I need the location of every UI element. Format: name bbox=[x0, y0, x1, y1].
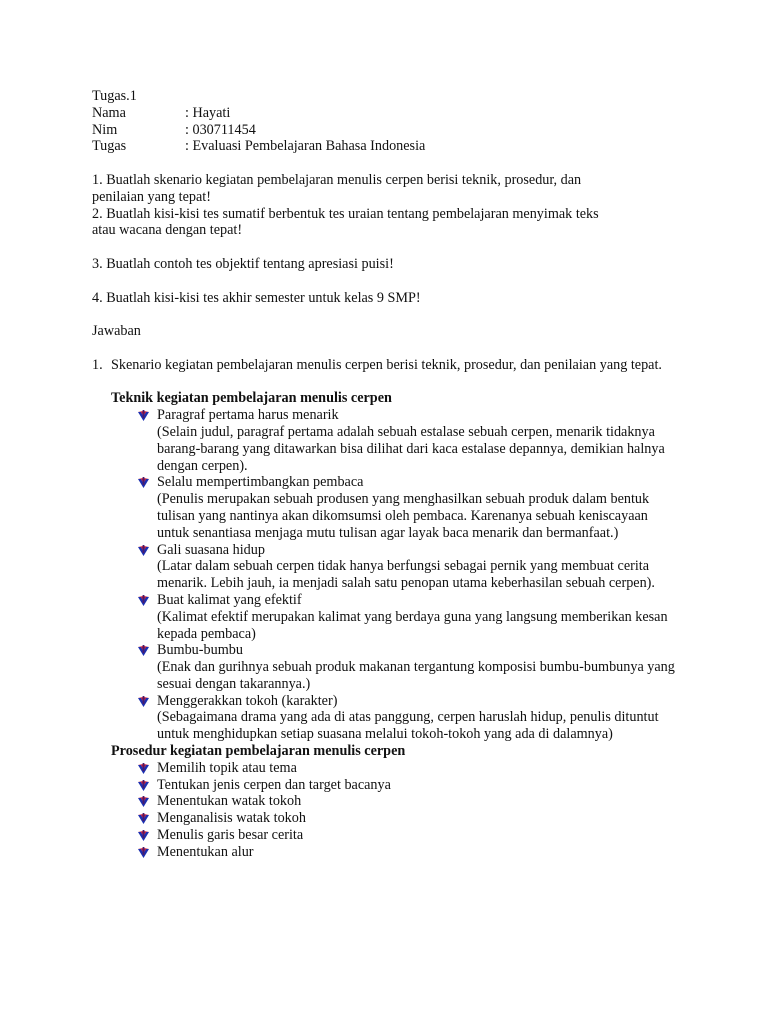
spacer bbox=[92, 306, 692, 323]
question-4: 4. Buatlah kisi-kisi tes akhir semester untuk kelas 9 SMP! bbox=[92, 289, 421, 306]
question-1-line-1: 1. Buatlah skenario kegiatan pembelajaran menulis cerpen berisi teknik, prosedur, dan bbox=[92, 171, 582, 188]
info-row-nama bbox=[92, 105, 692, 122]
teknik-list bbox=[92, 407, 692, 743]
bullet-item-title: Menganalisis watak tokoh bbox=[157, 810, 306, 827]
bullet-item bbox=[137, 693, 692, 743]
bullet-item bbox=[137, 844, 692, 861]
arrow-bullet-icon bbox=[137, 813, 150, 825]
bullet-item-description: (Selain judul, paragraf pertama adalah sebuah estalase sebuah cerpen, menarik tidaknya barang-barang yang ditawarkan bisa dilihat dari kaca estalase depannya, demikian halnya dengan cerpen). bbox=[157, 423, 665, 474]
info-value: : Hayati bbox=[185, 104, 231, 121]
spacer bbox=[92, 155, 692, 172]
bullet-item bbox=[137, 542, 692, 592]
bullet-item-title: Menulis garis besar cerita bbox=[157, 827, 304, 844]
bullet-item-description: (Sebagaimana drama yang ada di atas panggung, cerpen haruslah hidup, penulis dituntut untuk menghidupkan setiap suasana melalui tokoh-tokoh yang ada di dalamnya) bbox=[157, 709, 659, 743]
info-label: Nim bbox=[92, 121, 118, 138]
arrow-bullet-icon bbox=[137, 796, 150, 808]
info-row-tugas bbox=[92, 138, 692, 155]
bullet-item-description: (Enak dan gurihnya sebuah produk makanan tergantung komposisi bumbu-bumbunya yang sesuai dengan takarannya.) bbox=[157, 659, 675, 692]
bullet-item-title: Bumbu-bumbu bbox=[157, 642, 243, 659]
info-row-nim bbox=[92, 122, 692, 139]
question-2-line-1: 2. Buatlah kisi-kisi tes sumatif berbentuk tes uraian tentang pembelajaran menyimak teks bbox=[92, 205, 599, 222]
bullet-item-title: Memilih topik atau tema bbox=[157, 759, 297, 776]
arrow-bullet-icon bbox=[137, 645, 150, 657]
arrow-bullet-icon bbox=[137, 830, 150, 842]
question-1-line-2: penilaian yang tepat! bbox=[92, 188, 211, 205]
bullet-item bbox=[137, 793, 692, 810]
bullet-item-title: Tentukan jenis cerpen dan target bacanya bbox=[157, 776, 391, 793]
arrow-bullet-icon bbox=[137, 763, 150, 775]
info-label: Nama bbox=[92, 104, 126, 121]
bullet-item-title: Gali suasana hidup bbox=[157, 541, 265, 558]
info-value: : Evaluasi Pembelajaran Bahasa Indonesia bbox=[185, 138, 426, 155]
bullet-item-description: (Kalimat efektif merupakan kalimat yang berdaya guna yang langsung memberikan kesan kepada pembaca) bbox=[157, 608, 668, 642]
info-value: : 030711454 bbox=[185, 121, 256, 138]
answer-item-1 bbox=[92, 357, 692, 374]
spacer bbox=[92, 239, 692, 256]
spacer bbox=[92, 340, 692, 357]
bullet-item-description: (Latar dalam sebuah cerpen tidak hanya berfungsi sebagai pernik yang membuat cerita menarik. Lebih jauh, ia menjadi salah satu penopan utama keberhasilan sebuah cerpen). bbox=[157, 558, 655, 592]
bullet-item bbox=[137, 642, 692, 692]
bullet-item-title: Menggerakkan tokoh (karakter) bbox=[157, 692, 338, 709]
answer-text: Skenario kegiatan pembelajaran menulis cerpen berisi teknik, prosedur, dan penilaian yang tepat. bbox=[111, 356, 662, 373]
bullet-item-title: Paragraf pertama harus menarik bbox=[157, 407, 339, 424]
bullet-item bbox=[137, 407, 692, 474]
bullet-item bbox=[137, 592, 692, 642]
bullet-item-title: Buat kalimat yang efektif bbox=[157, 591, 302, 608]
task-label: Tugas.1 bbox=[92, 88, 137, 104]
bullet-item-title: Menentukan alur bbox=[157, 843, 254, 860]
answer-number: 1. bbox=[92, 356, 103, 373]
bullet-item bbox=[137, 810, 692, 827]
bullet-item bbox=[137, 474, 692, 541]
bullet-item-description: (Penulis merupakan sebuah produsen yang menghasilkan sebuah produk dalam bentuk tulisan yang nantinya akan dikomsumsi oleh pembaca. Karenanya sebuah keniscayaan untuk senantiasa menjaga mutu tulisan agar layak baca menarik dan bermanfaat.) bbox=[157, 491, 650, 541]
teknik-heading: Teknik kegiatan pembelajaran menulis cerpen bbox=[111, 390, 392, 407]
prosedur-list bbox=[92, 760, 692, 861]
arrow-bullet-icon bbox=[137, 847, 150, 859]
document-body bbox=[92, 88, 692, 861]
question-3: 3. Buatlah contoh tes objektif tentang apresiasi puisi! bbox=[92, 255, 394, 272]
info-label: Tugas bbox=[92, 138, 127, 155]
arrow-bullet-icon bbox=[137, 410, 150, 422]
bullet-item bbox=[137, 827, 692, 844]
bullet-item-title: Menentukan watak tokoh bbox=[157, 793, 302, 810]
spacer bbox=[92, 374, 692, 391]
arrow-bullet-icon bbox=[137, 545, 150, 557]
arrow-bullet-icon bbox=[137, 595, 150, 607]
bullet-item-title: Selalu mempertimbangkan pembaca bbox=[157, 474, 364, 491]
prosedur-heading: Prosedur kegiatan pembelajaran menulis cerpen bbox=[111, 743, 406, 760]
bullet-item bbox=[137, 760, 692, 777]
answer-heading: Jawaban bbox=[92, 323, 141, 340]
bullet-item bbox=[137, 777, 692, 794]
arrow-bullet-icon bbox=[137, 696, 150, 708]
arrow-bullet-icon bbox=[137, 477, 150, 489]
arrow-bullet-icon bbox=[137, 780, 150, 792]
question-2-line-2: atau wacana dengan tepat! bbox=[92, 222, 243, 239]
spacer bbox=[92, 273, 692, 290]
